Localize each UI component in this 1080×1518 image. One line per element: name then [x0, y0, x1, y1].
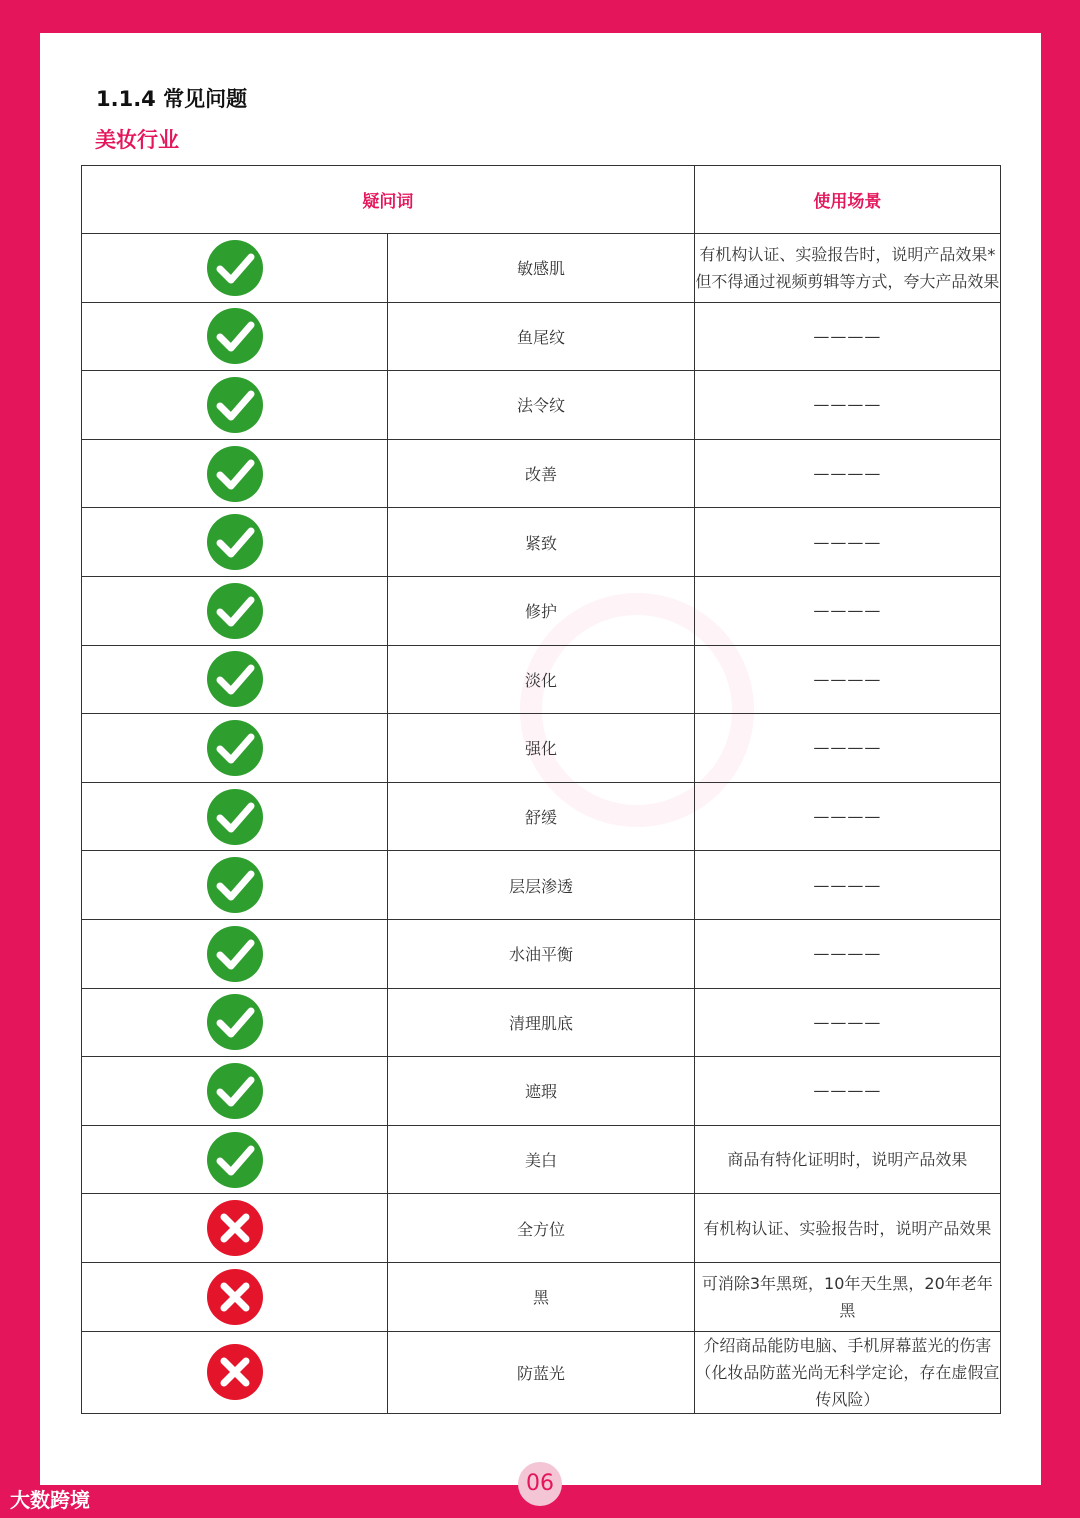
keyword-cell: 改善 — [388, 439, 694, 508]
keyword-cell: 清理肌底 — [388, 988, 694, 1057]
table-row — [82, 439, 1001, 508]
page-number: 06 — [518, 1462, 562, 1506]
status-cell — [82, 1262, 388, 1331]
status-cell — [82, 439, 388, 508]
brand-logo: 大数跨境 — [10, 1488, 90, 1512]
status-cell — [82, 508, 388, 577]
table-row — [82, 302, 1001, 371]
table-row — [82, 714, 1001, 783]
scene-cell: 可消除3年黑斑，10年天生黑，20年老年黑 — [694, 1262, 1000, 1331]
check-icon — [206, 445, 264, 503]
check-icon — [206, 307, 264, 365]
section-subtitle: 美妆行业 — [95, 128, 179, 152]
status-cell — [82, 1057, 388, 1126]
check-icon — [206, 719, 264, 777]
check-icon — [206, 376, 264, 434]
keyword-cell: 美白 — [388, 1125, 694, 1194]
cross-icon — [206, 1268, 264, 1326]
check-icon — [206, 582, 264, 640]
status-cell — [82, 919, 388, 988]
scene-cell: 介绍商品能防电脑、手机屏幕蓝光的伤害（化妆品防蓝光尚无科学定论，存在虚假宣传风险） — [694, 1331, 1000, 1413]
status-cell — [82, 782, 388, 851]
scene-cell: ———— — [694, 302, 1000, 371]
check-icon — [206, 513, 264, 571]
check-icon — [206, 1062, 264, 1120]
keyword-cell: 黑 — [388, 1262, 694, 1331]
status-cell — [82, 1125, 388, 1194]
status-cell — [82, 1194, 388, 1263]
keyword-cell: 层层渗透 — [388, 851, 694, 920]
table-row — [82, 1194, 1001, 1263]
cross-icon — [206, 1343, 264, 1401]
scene-cell: ———— — [694, 371, 1000, 440]
status-cell — [82, 576, 388, 645]
check-icon — [206, 239, 264, 297]
check-icon — [206, 993, 264, 1051]
check-icon — [206, 925, 264, 983]
keyword-cell: 鱼尾纹 — [388, 302, 694, 371]
section-title: 1.1.4 常见问题 — [96, 87, 248, 111]
keyword-cell: 防蓝光 — [388, 1331, 694, 1413]
status-cell — [82, 234, 388, 303]
keyword-cell: 全方位 — [388, 1194, 694, 1263]
scene-cell: ———— — [694, 576, 1000, 645]
scene-cell: ———— — [694, 439, 1000, 508]
check-icon — [206, 1131, 264, 1189]
scene-cell: ———— — [694, 851, 1000, 920]
table-row — [82, 576, 1001, 645]
table-row — [82, 782, 1001, 851]
scene-cell: 商品有特化证明时，说明产品效果 — [694, 1125, 1000, 1194]
table-row — [82, 234, 1001, 303]
table-row — [82, 988, 1001, 1057]
table-header-row — [82, 166, 1001, 234]
header-word: 疑问词 — [82, 166, 695, 234]
scene-cell: ———— — [694, 645, 1000, 714]
keyword-cell: 修护 — [388, 576, 694, 645]
scene-cell: ———— — [694, 782, 1000, 851]
scene-cell: ———— — [694, 1057, 1000, 1126]
table-row — [82, 1057, 1001, 1126]
status-cell — [82, 1331, 388, 1413]
keyword-cell: 舒缓 — [388, 782, 694, 851]
status-cell — [82, 371, 388, 440]
scene-cell: ———— — [694, 508, 1000, 577]
keyword-cell: 敏感肌 — [388, 234, 694, 303]
scene-cell: ———— — [694, 988, 1000, 1057]
table-row — [82, 1262, 1001, 1331]
scene-cell: 有机构认证、实验报告时，说明产品效果 — [694, 1194, 1000, 1263]
document-page — [40, 33, 1041, 1485]
status-cell — [82, 851, 388, 920]
table-row — [82, 1331, 1001, 1413]
status-cell — [82, 988, 388, 1057]
table-row — [82, 508, 1001, 577]
cross-icon — [206, 1199, 264, 1257]
keyword-cell: 法令纹 — [388, 371, 694, 440]
keyword-cell: 强化 — [388, 714, 694, 783]
status-cell — [82, 645, 388, 714]
keyword-cell: 紧致 — [388, 508, 694, 577]
table-body — [82, 234, 1001, 1414]
header-scene: 使用场景 — [694, 166, 1000, 234]
table-row — [82, 851, 1001, 920]
scene-cell: ———— — [694, 919, 1000, 988]
table-row — [82, 1125, 1001, 1194]
table-row — [82, 645, 1001, 714]
table-row — [82, 371, 1001, 440]
check-icon — [206, 788, 264, 846]
keyword-cell: 淡化 — [388, 645, 694, 714]
keyword-cell: 水油平衡 — [388, 919, 694, 988]
scene-cell: ———— — [694, 714, 1000, 783]
check-icon — [206, 650, 264, 708]
status-cell — [82, 302, 388, 371]
check-icon — [206, 856, 264, 914]
keyword-cell: 遮瑕 — [388, 1057, 694, 1126]
status-cell — [82, 714, 388, 783]
keyword-table — [81, 165, 1001, 1414]
table-row — [82, 919, 1001, 988]
scene-cell: 有机构认证、实验报告时，说明产品效果*但不得通过视频剪辑等方式，夸大产品效果 — [694, 234, 1000, 303]
